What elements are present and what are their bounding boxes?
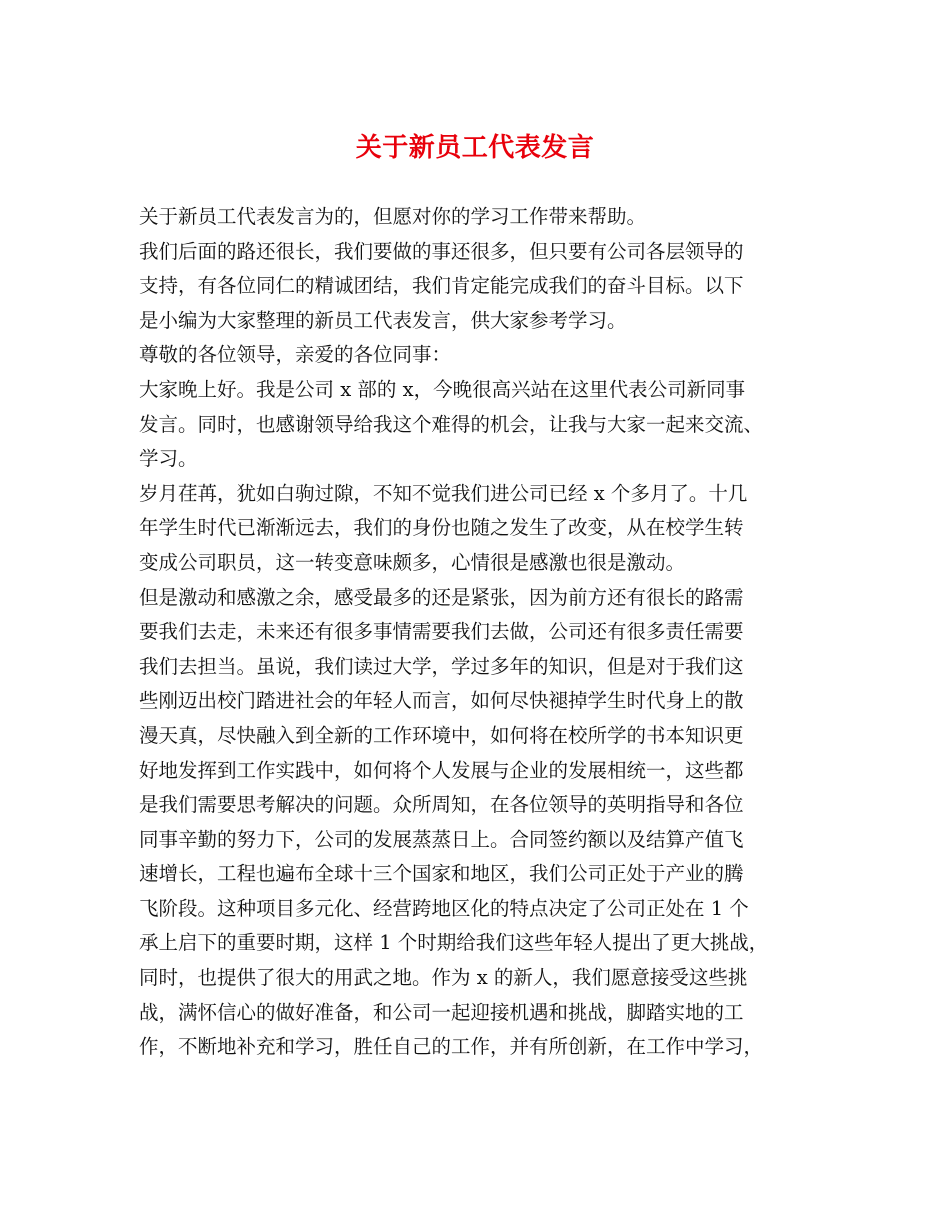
body-line: 大家晚上好。我是公司 x 部的 x，今晚很高兴站在这里代表公司新同事 [139, 377, 746, 401]
body-line: 要我们去走，未来还有很多事情需要我们去做，公司还有很多责任需要 [139, 620, 744, 644]
body-line: 我们去担当。虽说，我们读过大学，学过多年的知识，但是对于我们这 [139, 654, 744, 678]
body-line: 战，满怀信心的做好准备，和公司一起迎接机遇和挑战，脚踏实地的工 [139, 1000, 744, 1024]
body-line: 些刚迈出校门踏进社会的年轻人而言，如何尽快褪掉学生时代身上的散 [139, 689, 744, 713]
body-line: 但是激动和感激之余，感受最多的还是紧张，因为前方还有很长的路需 [139, 585, 744, 609]
body-line: 岁月荏苒，犹如白驹过隙，不知不觉我们进公司已经 x 个多月了。十几 [139, 481, 748, 505]
body-line: 变成公司职员，这一转变意味颇多，心情很是感激也很是激动。 [139, 550, 686, 574]
document-title: 关于新员工代表发言 [355, 133, 595, 163]
body-line: 速增长，工程也遍布全球十三个国家和地区，我们公司正处于产业的腾 [139, 862, 744, 886]
body-line: 同时，也提供了很大的用武之地。作为 x 的新人，我们愿意接受这些挑 [139, 966, 748, 990]
body-line: 是我们需要思考解决的问题。众所周知，在各位领导的英明指导和各位 [139, 793, 744, 817]
body-line: 我们后面的路还很长，我们要做的事还很多，但只要有公司各层领导的 [139, 239, 744, 263]
document-body [139, 200, 819, 1065]
body-line: 漫天真，尽快融入到全新的工作环境中，如何将在校所学的书本知识更 [139, 723, 744, 747]
body-line: 是小编为大家整理的新员工代表发言，供大家参考学习。 [139, 308, 627, 332]
body-line: 飞阶段。这种项目多元化、经营跨地区化的特点决定了公司正处在 1 个 [139, 896, 749, 920]
body-line: 学习。 [139, 447, 198, 471]
body-line: 发言。同时，也感谢领导给我这个难得的机会，让我与大家一起来交流、 [139, 412, 764, 436]
body-line: 支持，有各位同仁的精诚团结，我们肯定能完成我们的奋斗目标。以下 [139, 274, 744, 298]
body-line: 尊敬的各位领导，亲爱的各位同事： [139, 343, 452, 367]
body-line: 作，不断地补充和学习，胜任自己的工作，并有所创新，在工作中学习， [139, 1035, 764, 1059]
body-line: 关于新员工代表发言为的，但愿对你的学习工作带来帮助。 [139, 205, 647, 228]
body-line: 同事辛勤的努力下，公司的发展蒸蒸日上。合同签约额以及结算产值飞 [139, 827, 744, 851]
body-line: 年学生时代已渐渐远去，我们的身份也随之发生了改变，从在校学生转 [139, 516, 744, 540]
body-line: 承上启下的重要时期，这样 1 个时期给我们这些年轻人提出了更大挑战， [139, 931, 769, 955]
body-line: 好地发挥到工作实践中，如何将个人发展与企业的发展相统一，这些都 [139, 758, 744, 782]
